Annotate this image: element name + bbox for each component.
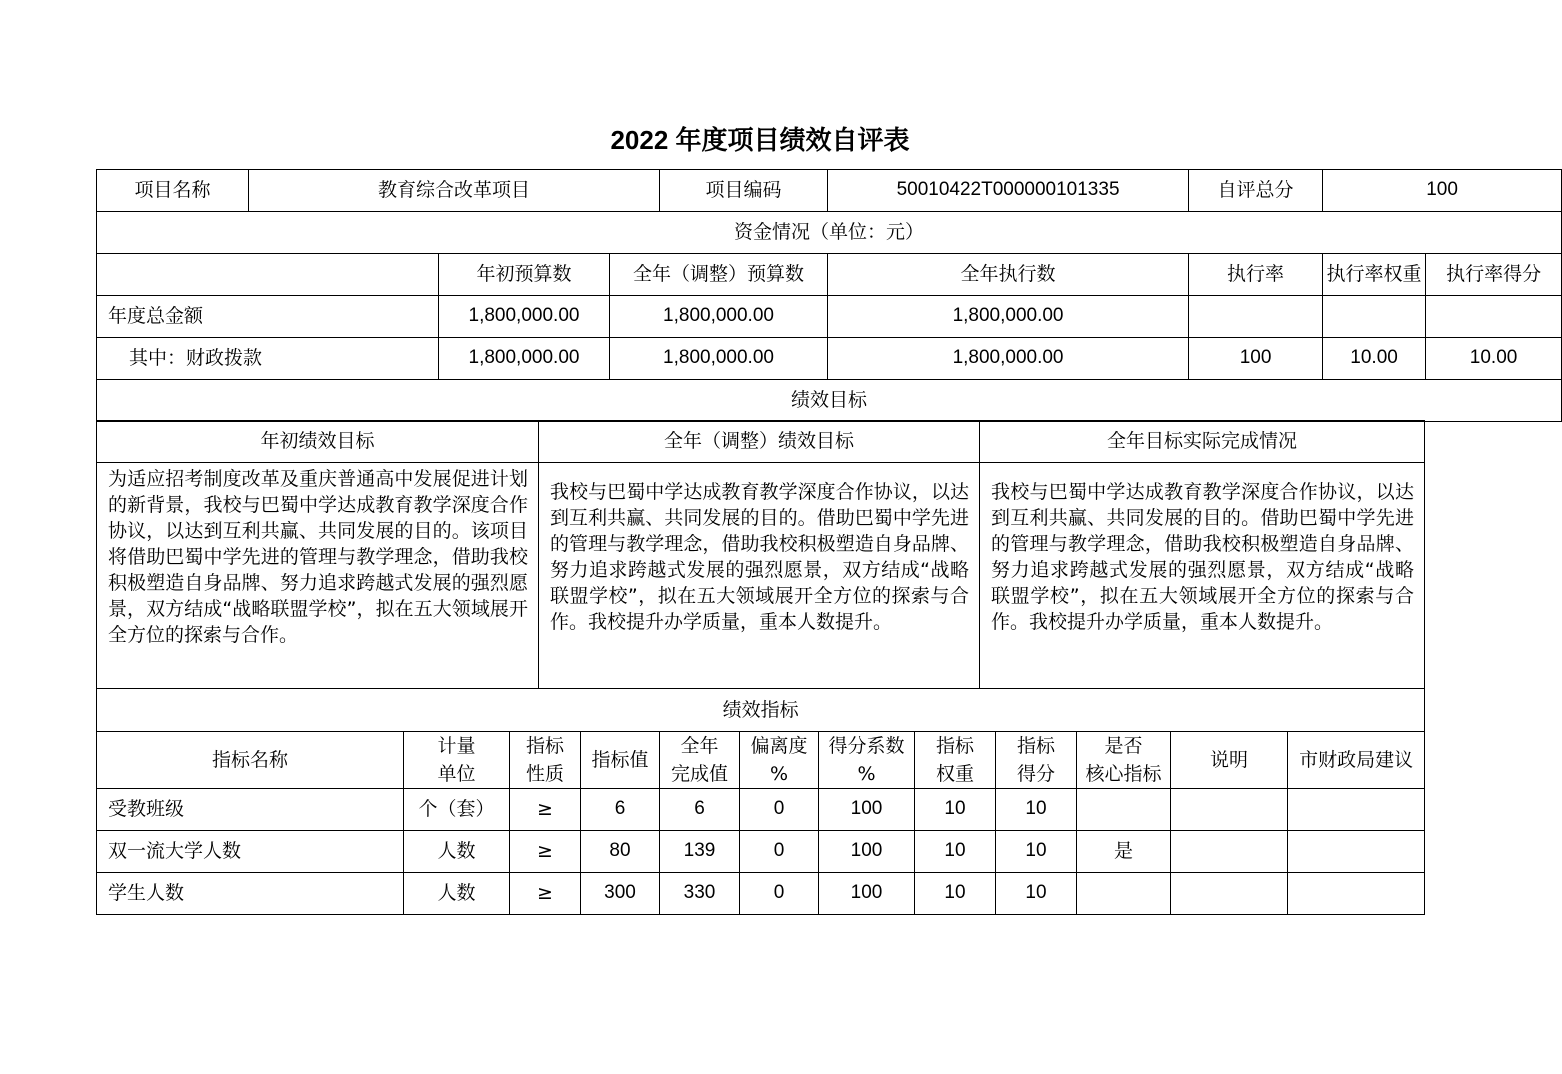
- indicator-cell: 10: [996, 789, 1077, 831]
- funds-cell: [1323, 296, 1426, 338]
- indicator-col-header-line: 权重: [935, 763, 974, 785]
- funds-section-title: 资金情况（单位：元）: [97, 212, 1562, 254]
- indicator-col-header-line: 指标值: [591, 749, 649, 771]
- indicators-table: [96, 688, 1425, 915]
- indicator-cell: 10: [915, 789, 996, 831]
- goals-col-header: 全年（调整）绩效目标: [539, 421, 980, 463]
- funds-cell: 1,800,000.00: [610, 338, 828, 380]
- funds-cell: 100: [1189, 338, 1323, 380]
- indicator-cell: [1288, 789, 1425, 831]
- indicator-col-header-line: 偏离度: [750, 735, 808, 757]
- indicator-cell: ≥: [510, 789, 581, 831]
- adjusted-goal-text: 我校与巴蜀中学达成教育教学深度合作协议，以达到互利共赢、共同发展的目的。借助巴蜀中学先进的管理与教学理念，借助我校积极塑造自身品牌、努力追求跨越式发展的强烈愿景，双方结成“战略联盟学校”，拟在五大领域展开全方位的探索与合作。我校提升办学质量，重本人数提升。: [539, 463, 980, 689]
- indicator-col-header-line: 指标: [1016, 735, 1055, 757]
- indicator-col-header-line: 核心指标: [1085, 763, 1162, 785]
- indicator-cell: 人数: [404, 831, 510, 873]
- funds-blank-header: [97, 254, 439, 296]
- indicator-col-header: [1171, 732, 1288, 789]
- indicator-col-header: [740, 732, 819, 789]
- self-score-label: 自评总分: [1189, 170, 1323, 212]
- goals-col-header: 年初绩效目标: [97, 421, 539, 463]
- funds-row: [97, 296, 1562, 338]
- goals-section-title: 绩效目标: [97, 380, 1562, 422]
- indicator-cell: 10: [996, 873, 1077, 915]
- funds-col-header: 执行率得分: [1426, 254, 1562, 296]
- indicator-cell: 100: [819, 831, 915, 873]
- indicator-col-header-line: %: [769, 763, 789, 785]
- indicator-col-header-line: 计量: [437, 735, 476, 757]
- indicators-header-row: [97, 732, 1425, 789]
- indicator-cell: ≥: [510, 831, 581, 873]
- actual-completion-text: 我校与巴蜀中学达成教育教学深度合作协议，以达到互利共赢、共同发展的目的。借助巴蜀中学先进的管理与教学理念，借助我校积极塑造自身品牌、努力追求跨越式发展的强烈愿景，双方结成“战略联盟学校”，拟在五大领域展开全方位的探索与合作。我校提升办学质量，重本人数提升。: [980, 463, 1425, 689]
- funds-col-header: 全年（调整）预算数: [610, 254, 828, 296]
- indicator-cell: [1288, 873, 1425, 915]
- indicator-cell: 个（套）: [404, 789, 510, 831]
- indicator-cell: ≥: [510, 873, 581, 915]
- indicator-col-header-line: 指标名称: [211, 749, 288, 771]
- funds-cell: 10.00: [1426, 338, 1562, 380]
- indicator-cell: 是: [1077, 831, 1171, 873]
- indicator-col-header-line: %: [857, 763, 876, 785]
- indicator-row: [97, 873, 1425, 915]
- indicator-col-header: [1288, 732, 1425, 789]
- indicator-col-header-line: 是否: [1104, 735, 1143, 757]
- indicator-cell: 100: [819, 789, 915, 831]
- funds-cell: 1,800,000.00: [439, 338, 610, 380]
- project-name-label: 项目名称: [97, 170, 249, 212]
- funds-cell: 10.00: [1323, 338, 1426, 380]
- indicator-col-header: [510, 732, 581, 789]
- indicator-col-header-line: 得分系数: [828, 735, 905, 757]
- indicator-cell: [1077, 873, 1171, 915]
- funds-row: [97, 338, 1562, 380]
- indicator-name: 受教班级: [97, 789, 404, 831]
- indicator-col-header: [581, 732, 660, 789]
- funds-col-header: 全年执行数: [828, 254, 1189, 296]
- indicator-col-header-line: 性质: [525, 763, 564, 785]
- funds-row-label: 年度总金额: [97, 296, 439, 338]
- indicator-cell: 330: [660, 873, 740, 915]
- indicators-section-title: 绩效指标: [97, 689, 1425, 732]
- goals-table: [96, 420, 1425, 689]
- indicator-col-header: [996, 732, 1077, 789]
- indicator-cell: 80: [581, 831, 660, 873]
- indicator-cell: 300: [581, 873, 660, 915]
- funds-cell: [1189, 296, 1323, 338]
- funds-table: [96, 169, 1562, 422]
- indicator-col-header-line: 单位: [437, 763, 476, 785]
- project-code-label: 项目编码: [660, 170, 828, 212]
- indicator-cell: 10: [915, 873, 996, 915]
- indicator-name: 学生人数: [97, 873, 404, 915]
- indicator-cell: 10: [915, 831, 996, 873]
- indicator-cell: 0: [740, 831, 819, 873]
- funds-cell: 1,800,000.00: [828, 296, 1189, 338]
- indicator-col-header-line: 市财政局建议: [1299, 749, 1414, 771]
- indicator-col-header: [1077, 732, 1171, 789]
- indicator-cell: 0: [740, 789, 819, 831]
- indicator-cell: 人数: [404, 873, 510, 915]
- indicator-cell: 10: [996, 831, 1077, 873]
- indicator-cell: [1171, 789, 1288, 831]
- initial-goal-text: 为适应招考制度改革及重庆普通高中发展促进计划的新背景，我校与巴蜀中学达成教育教学深度合作协议，以达到互利共赢、共同发展的目的。该项目将借助巴蜀中学先进的管理与教学理念，借助我校积极塑造自身品牌、努力追求跨越式发展的强烈愿景，双方结成“战略联盟学校”，拟在五大领域展开全方位的探索与合作。: [97, 463, 539, 689]
- indicator-row: [97, 831, 1425, 873]
- funds-col-header: 执行率: [1189, 254, 1323, 296]
- indicator-col-header-line: 完成值: [670, 763, 728, 785]
- funds-row-label: 其中：财政拨款: [97, 338, 439, 380]
- indicator-col-header: [660, 732, 740, 789]
- indicator-col-header: [97, 732, 404, 789]
- indicator-cell: [1171, 831, 1288, 873]
- self-score-value: 100: [1323, 170, 1562, 212]
- indicator-col-header-line: 全年: [680, 735, 719, 757]
- funds-col-header: 执行率权重: [1323, 254, 1426, 296]
- funds-cell: 1,800,000.00: [828, 338, 1189, 380]
- funds-cell: 1,800,000.00: [439, 296, 610, 338]
- funds-cell: [1426, 296, 1562, 338]
- indicator-cell: [1288, 831, 1425, 873]
- indicator-cell: [1077, 789, 1171, 831]
- funds-col-header: 年初预算数: [439, 254, 610, 296]
- indicator-col-header: [819, 732, 915, 789]
- indicator-name: 双一流大学人数: [97, 831, 404, 873]
- goals-col-header: 全年目标实际完成情况: [980, 421, 1425, 463]
- indicator-col-header: [404, 732, 510, 789]
- project-code-value: 50010422T000000101335: [828, 170, 1189, 212]
- indicator-cell: 139: [660, 831, 740, 873]
- indicator-col-header-line: 说明: [1209, 749, 1248, 771]
- indicator-cell: 100: [819, 873, 915, 915]
- funds-cell: 1,800,000.00: [610, 296, 828, 338]
- page-title: 2022 年度项目绩效自评表: [610, 125, 910, 155]
- indicator-cell: 6: [660, 789, 740, 831]
- indicator-col-header-line: 指标: [525, 735, 564, 757]
- indicator-row: [97, 789, 1425, 831]
- indicator-col-header-line: 得分: [1016, 763, 1055, 785]
- indicator-cell: 0: [740, 873, 819, 915]
- indicator-col-header-line: 指标: [935, 735, 974, 757]
- project-name-value: 教育综合改革项目: [249, 170, 660, 212]
- indicator-cell: [1171, 873, 1288, 915]
- indicator-cell: 6: [581, 789, 660, 831]
- indicator-col-header: [915, 732, 996, 789]
